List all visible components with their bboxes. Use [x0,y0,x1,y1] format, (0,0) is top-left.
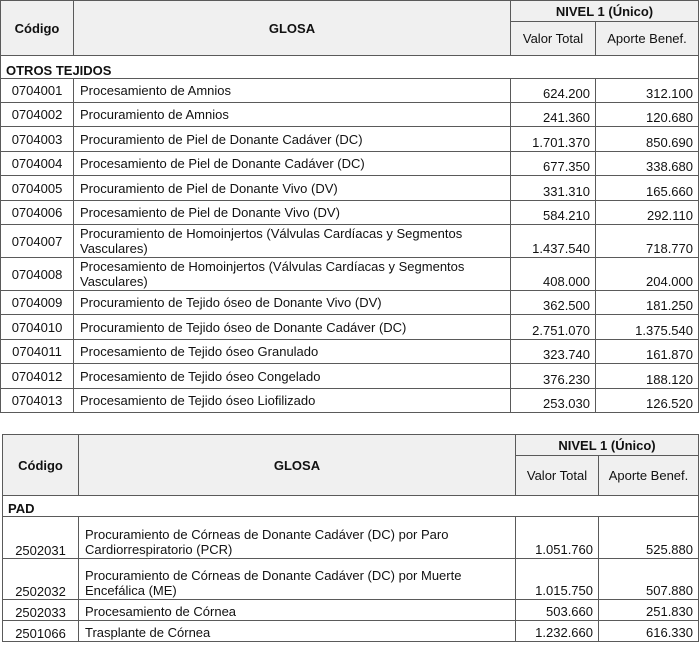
aporte-benef-cell: 292.110 [596,201,699,225]
code-cell: 0704005 [1,176,74,201]
aporte-benef-cell: 507.880 [599,559,699,600]
glosa-cell: Procesamiento de Tejido óseo Liofilizado [74,389,511,413]
code-cell: 0704006 [1,201,74,225]
table-row [3,517,699,559]
valor-total-cell: 1.437.540 [511,225,596,258]
header-valor-total: Valor Total [511,22,596,56]
glosa-cell: Procesamiento de Córnea [79,600,516,621]
header-nivel: NIVEL 1 (Único) [511,1,699,22]
table-row [3,600,699,621]
aporte-benef-cell: 161.870 [596,340,699,364]
code-cell: 0704002 [1,103,74,127]
valor-total-cell: 376.230 [511,364,596,389]
valor-total-cell: 408.000 [511,258,596,291]
table-row [1,225,699,258]
aporte-benef-cell: 338.680 [596,152,699,176]
glosa-cell: Procesamiento de Amnios [74,79,511,103]
table-row [1,291,699,315]
table-row [1,79,699,103]
header-nivel: NIVEL 1 (Único) [516,435,699,456]
table-row [1,201,699,225]
glosa-cell: Procesamiento de Piel de Donante Vivo (DV) [74,201,511,225]
code-cell: 0704007 [1,225,74,258]
glosa-cell: Procuramiento de Amnios [74,103,511,127]
code-cell: 0704013 [1,389,74,413]
code-cell: 2502031 [3,517,79,559]
code-cell: 0704008 [1,258,74,291]
header-codigo: Código [1,1,74,56]
header-valor-total: Valor Total [516,456,599,496]
valor-total-cell: 1.232.660 [516,621,599,642]
table-row [1,103,699,127]
aporte-benef-cell: 251.830 [599,600,699,621]
aporte-benef-cell: 181.250 [596,291,699,315]
table-row [1,340,699,364]
valor-total-cell: 362.500 [511,291,596,315]
table-row [1,389,699,413]
section-title: OTROS TEJIDOS [1,56,699,79]
valor-total-cell: 331.310 [511,176,596,201]
code-cell: 2501066 [3,621,79,642]
header-aporte-benef: Aporte Benef. [599,456,699,496]
table-row [1,364,699,389]
glosa-cell: Procuramiento de Córneas de Donante Cadáver (DC) por Muerte Encefálica (ME) [79,559,516,600]
glosa-cell: Trasplante de Córnea [79,621,516,642]
code-cell: 0704010 [1,315,74,340]
code-cell: 0704004 [1,152,74,176]
valor-total-cell: 624.200 [511,79,596,103]
valor-total-cell: 1.015.750 [516,559,599,600]
aporte-benef-cell: 850.690 [596,127,699,152]
glosa-cell: Procuramiento de Tejido óseo de Donante Vivo (DV) [74,291,511,315]
table-row [1,315,699,340]
aporte-benef-cell: 312.100 [596,79,699,103]
aporte-benef-cell: 1.375.540 [596,315,699,340]
code-cell: 0704003 [1,127,74,152]
table-row [3,621,699,642]
glosa-cell: Procuramiento de Tejido óseo de Donante Cadáver (DC) [74,315,511,340]
glosa-cell: Procuramiento de Córneas de Donante Cadáver (DC) por Paro Cardiorrespiratorio (PCR) [79,517,516,559]
glosa-cell: Procuramiento de Homoinjertos (Válvulas Cardíacas y Segmentos Vasculares) [74,225,511,258]
aporte-benef-cell: 616.330 [599,621,699,642]
code-cell: 0704009 [1,291,74,315]
valor-total-cell: 323.740 [511,340,596,364]
header-glosa: GLOSA [74,1,511,56]
valor-total-cell: 241.360 [511,103,596,127]
header-glosa: GLOSA [79,435,516,496]
aporte-benef-cell: 165.660 [596,176,699,201]
valor-total-cell: 1.701.370 [511,127,596,152]
valor-total-cell: 2.751.070 [511,315,596,340]
aporte-benef-cell: 204.000 [596,258,699,291]
glosa-cell: Procesamiento de Tejido óseo Granulado [74,340,511,364]
code-cell: 0704012 [1,364,74,389]
table-row [3,559,699,600]
pad-table [2,434,699,642]
glosa-cell: Procesamiento de Tejido óseo Congelado [74,364,511,389]
code-cell: 2502033 [3,600,79,621]
glosa-cell: Procesamiento de Piel de Donante Cadáver (DC) [74,152,511,176]
header-aporte-benef: Aporte Benef. [596,22,699,56]
aporte-benef-cell: 525.880 [599,517,699,559]
valor-total-cell: 253.030 [511,389,596,413]
table-row [1,176,699,201]
code-cell: 0704001 [1,79,74,103]
aporte-benef-cell: 188.120 [596,364,699,389]
section-title: PAD [3,496,699,517]
code-cell: 2502032 [3,559,79,600]
code-cell: 0704011 [1,340,74,364]
aporte-benef-cell: 126.520 [596,389,699,413]
valor-total-cell: 584.210 [511,201,596,225]
valor-total-cell: 1.051.760 [516,517,599,559]
glosa-cell: Procesamiento de Homoinjertos (Válvulas Cardíacas y Segmentos Vasculares) [74,258,511,291]
valor-total-cell: 677.350 [511,152,596,176]
aporte-benef-cell: 120.680 [596,103,699,127]
glosa-cell: Procuramiento de Piel de Donante Vivo (DV) [74,176,511,201]
valor-total-cell: 503.660 [516,600,599,621]
table-row [1,152,699,176]
table-row [1,127,699,152]
header-codigo: Código [3,435,79,496]
glosa-cell: Procuramiento de Piel de Donante Cadáver (DC) [74,127,511,152]
aporte-benef-cell: 718.770 [596,225,699,258]
table-row [1,258,699,291]
